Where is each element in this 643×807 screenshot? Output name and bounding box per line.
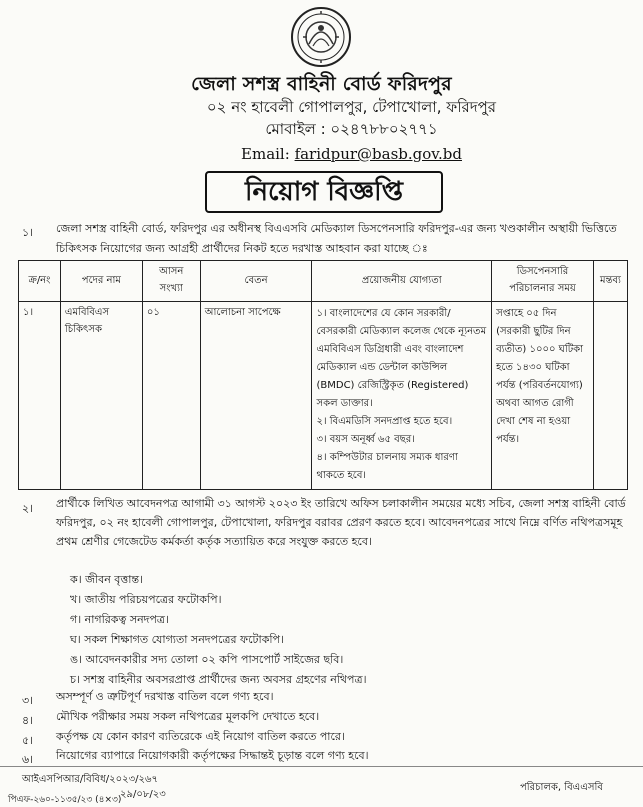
intro-paragraph: জেলা সশস্ত্র বাহিনী বোর্ড, ফরিদপুর এর অধীনস্থ বিএএসবি মেডিক্যাল ডিসপেনসারি ফরিদপুর-এর জন্য খণ্ডকালীন অস্থায়ী ভিত্তিতে চিকিৎসক নিয়োগের জন্য আগ্রহী প্রার্থীদের নিকট হতে দরখাস্ত আহবান করা যাচ্ছে ঃ — [56, 222, 617, 255]
cell-post: এমবিবিএস চিকিৎসক — [60, 302, 142, 490]
cell-qualification — [312, 302, 492, 490]
intro-number: ১। — [22, 226, 34, 239]
list-item: ঙ। আবেদনকারীর সদ্য তোলা ০২ কপি পাসপোর্ট সাইজের ছবি। — [70, 653, 344, 666]
cell-remarks — [593, 302, 627, 490]
list-item: ঘ। সকল শিক্ষাগত যোগ্যতা সনদপত্রের ফটোকপি। — [70, 633, 284, 646]
government-seal-logo — [289, 6, 353, 68]
email-label: Email: — [241, 145, 290, 163]
print-code: পিএফ-২৬০-১১৩৫/২৩ (৪×৩) — [8, 795, 122, 805]
col-serial-header: ক্র/নং — [19, 261, 61, 302]
organization-name: জেলা সশস্ত্র বাহিনী বোর্ড ফরিদপুর — [191, 73, 452, 95]
point-number: ৪। — [22, 714, 34, 727]
list-item: চ। সশস্ত্র বাহিনীর অবসরপ্রাপ্ত প্রার্থীদের জন্য অবসর গ্রহণের নথিপত্র। — [70, 673, 367, 686]
point-number: ৬। — [22, 753, 34, 766]
col-remarks-header: মন্তব্য — [593, 261, 627, 302]
point-number: ৫। — [22, 734, 34, 747]
requirement-4: ৪। কম্পিউটার চালনায় সম্যক ধারণা থাকতে হবে। — [316, 452, 458, 481]
email-line — [30, 145, 643, 163]
reference-date: ২৯/০৮/২৩ — [120, 789, 166, 800]
cell-seats: ০১ — [142, 302, 200, 490]
list-item: ক। জীবন বৃত্তান্ত। — [70, 573, 143, 586]
col-seats-header: আসন সংখ্যা — [142, 261, 200, 302]
list-item: খ। জাতীয় পরিচয়পত্রের ফটোকপি। — [70, 593, 222, 606]
list-item: গ। নাগরিকত্ব সনদপত্র। — [70, 613, 169, 626]
signatory: পরিচালক, বিএএসবি — [520, 782, 603, 793]
reference-number: আইএসপিআর/বিবিধ/২০২৩/২৬৭ — [22, 774, 158, 785]
notice-title: নিয়োগ বিজ্ঞপ্তি — [205, 171, 443, 213]
document-list — [70, 570, 640, 690]
table-header-row — [19, 261, 628, 302]
organization-address: ০২ নং হাবেলী গোপালপুর, টেপাখোলা, ফরিদপুর — [206, 98, 497, 116]
point-text: মৌখিক পরীক্ষার সময় সকল নথিপত্রের মূলকপি দেখাতে হবে। — [56, 710, 320, 723]
cell-salary: আলোচনা সাপেক্ষে — [200, 302, 312, 490]
cell-time: সপ্তাহে ০৫ দিন (সরকারী ছুটির দিন ব্যতীত) ১০০০ ঘটিকা হতে ১৪৩০ ঘটিকা পর্যন্ত (পরিবর্তনযোগ্য) অথবা আগত রোগী দেখা শেষ না হওয়া পর্যন্ত। — [492, 302, 594, 490]
table-row — [19, 302, 628, 490]
cell-serial: ১। — [19, 302, 61, 490]
col-post-header: পদের নাম — [60, 261, 142, 302]
email-link[interactable]: faridpur@basb.gov.bd — [294, 145, 462, 163]
para2-number: ২। — [22, 502, 34, 515]
point-text: কর্তৃপক্ষ যে কোন কারণ ব্যতিরেকে এই নিয়োগ বাতিল করতে পারে। — [56, 730, 345, 743]
vacancy-table — [18, 260, 628, 490]
requirement-3: ৩। বয়স অনূর্ধ্ব ৬৫ বছর। — [316, 434, 415, 445]
mobile-number: মোবাইল : ০২৪৭৮৮০২৭৭১ — [265, 120, 438, 138]
divider — [0, 766, 643, 767]
para2-text: প্রার্থীকে লিখিত আবেদনপত্র আগামী ৩১ আগস্ট ২০২৩ ইং তারিখে অফিস চলাকালীন সময়ের মধ্যে সচিব, জেলা সশস্ত্র বাহিনী বোর্ড ফরিদপুর, ০২ নং হাবেলী গোপালপুর, টেপাখোলা, ফরিদপুর বরাবর প্রেরণ করতে হবে। আবেদনপত্রের সাথে নিম্নে বর্ণিত নথিপত্রসমূহ প্রথম শ্রেণীর গেজেটেড কর্মকর্তা কর্তৃক সত্যায়িত করে সংযুক্ত করতে হবে। — [56, 497, 626, 548]
col-qualification-header: প্রয়োজনীয় যোগ্যতা — [312, 261, 492, 302]
col-time-header: ডিসপেনসারি পরিচালনার সময় — [492, 261, 594, 302]
requirement-2: ২। বিএমডিসি সনদপ্রাপ্ত হতে হবে। — [316, 416, 453, 427]
point-text: অসম্পূর্ণ ও ত্রুটিপূর্ণ দরখাস্ত বাতিল বলে গণ্য হবে। — [56, 690, 274, 703]
point-number: ৩। — [22, 694, 34, 707]
point-text: নিয়োগের ব্যাপারে নিয়োগকারী কর্তৃপক্ষের সিদ্ধান্তই চূড়ান্ত বলে গণ্য হবে। — [56, 749, 369, 762]
col-salary-header: বেতন — [200, 261, 312, 302]
requirement-1: ১। বাংলাদেশের যে কোন সরকারী/বেসরকারী মেডিক্যাল কলেজ থেকে ন্যূনতম এমবিবিএস ডিগ্রিধারী এবং বাংলাদেশ মেডিক্যাল এন্ড ডেন্টাল কাউন্সিল (BMDC) রেজিস্ট্রিকৃত (Registered) সকল ডাক্তার। — [316, 308, 487, 409]
